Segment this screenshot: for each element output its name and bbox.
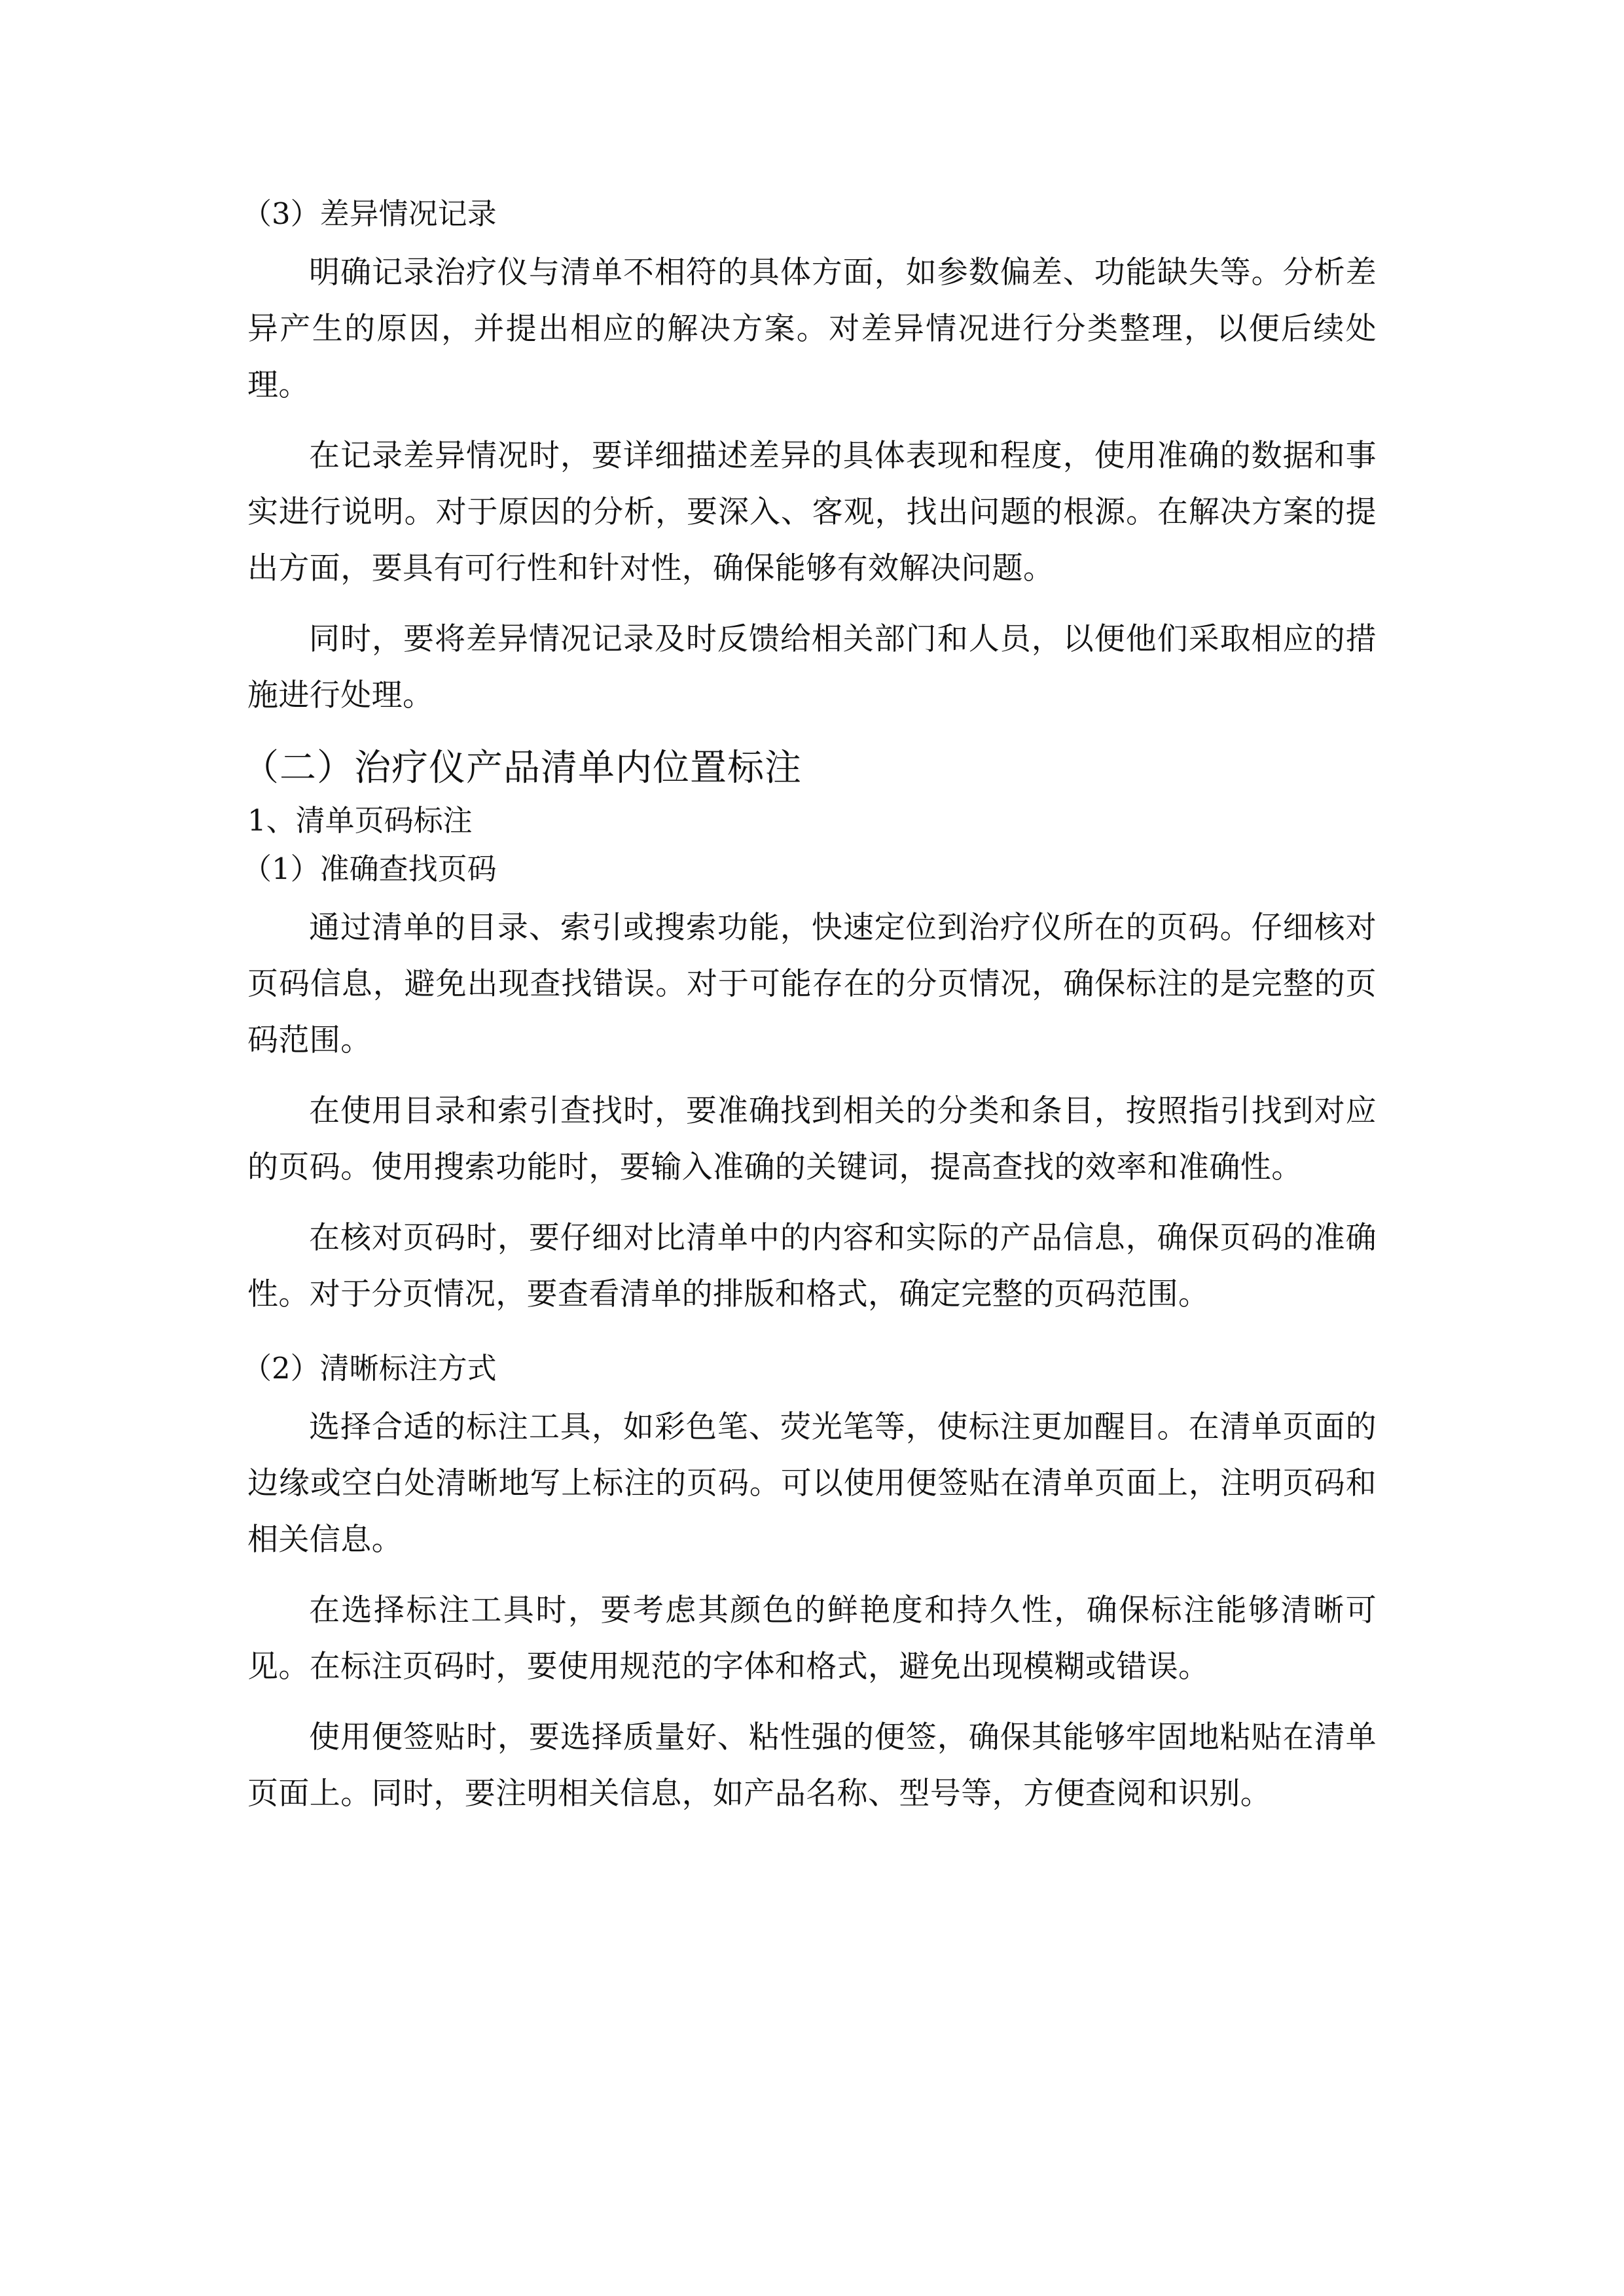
paragraph: 通过清单的目录、索引或搜索功能，快速定位到治疗仪所在的页码。仔细核对页码信息，避免出现查找错误。对于可能存在的分页情况，确保标注的是完整的页码范围。 (247, 910, 1377, 1058)
heading-diff-record: （3）差异情况记录 (242, 196, 497, 231)
paragraph: 选择合适的标注工具，如彩色笔、荧光笔等，使标注更加醒目。在清单页面的边缘或空白处清晰地写上标注的页码。可以使用便签贴在清单页面上，注明页码和相关信息。 (247, 1409, 1377, 1558)
paragraph: 明确记录治疗仪与清单不相符的具体方面，如参数偏差、功能缺失等。分析差异产生的原因，并提出相应的解决方案。对差异情况进行分类整理，以便后续处理。 (247, 255, 1377, 403)
heading-position-marking: （二）治疗仪产品清单内位置标注 (242, 747, 802, 789)
heading-find-page: （1）准确查找页码 (242, 852, 497, 886)
heading-clear-marking: （2）清晰标注方式 (242, 1351, 497, 1386)
paragraph: 同时，要将差异情况记录及时反馈给相关部门和人员，以便他们采取相应的措施进行处理。 (247, 621, 1377, 713)
paragraph: 使用便签贴时，要选择质量好、粘性强的便签，确保其能够牢固地粘贴在清单页面上。同时，要注明相关信息，如产品名称、型号等，方便查阅和识别。 (247, 1719, 1377, 1812)
paragraph: 在核对页码时，要仔细对比清单中的内容和实际的产品信息，确保页码的准确性。对于分页情况，要查看清单的排版和格式，确定完整的页码范围。 (247, 1220, 1377, 1312)
heading-page-number-marking: 1、清单页码标注 (247, 803, 473, 838)
page-content (242, 193, 1377, 1837)
paragraph: 在选择标注工具时，要考虑其颜色的鲜艳度和持久性，确保标注能够清晰可见。在标注页码时，要使用规范的字体和格式，避免出现模糊或错误。 (247, 1592, 1377, 1685)
paragraph: 在记录差异情况时，要详细描述差异的具体表现和程度，使用准确的数据和事实进行说明。对于原因的分析，要深入、客观，找出问题的根源。在解决方案的提出方面，要具有可行性和针对性，确保能够有效解决问题。 (247, 438, 1377, 586)
paragraph: 在使用目录和索引查找时，要准确找到相关的分类和条目，按照指引找到对应的页码。使用搜索功能时，要输入准确的关键词，提高查找的效率和准确性。 (247, 1093, 1377, 1185)
